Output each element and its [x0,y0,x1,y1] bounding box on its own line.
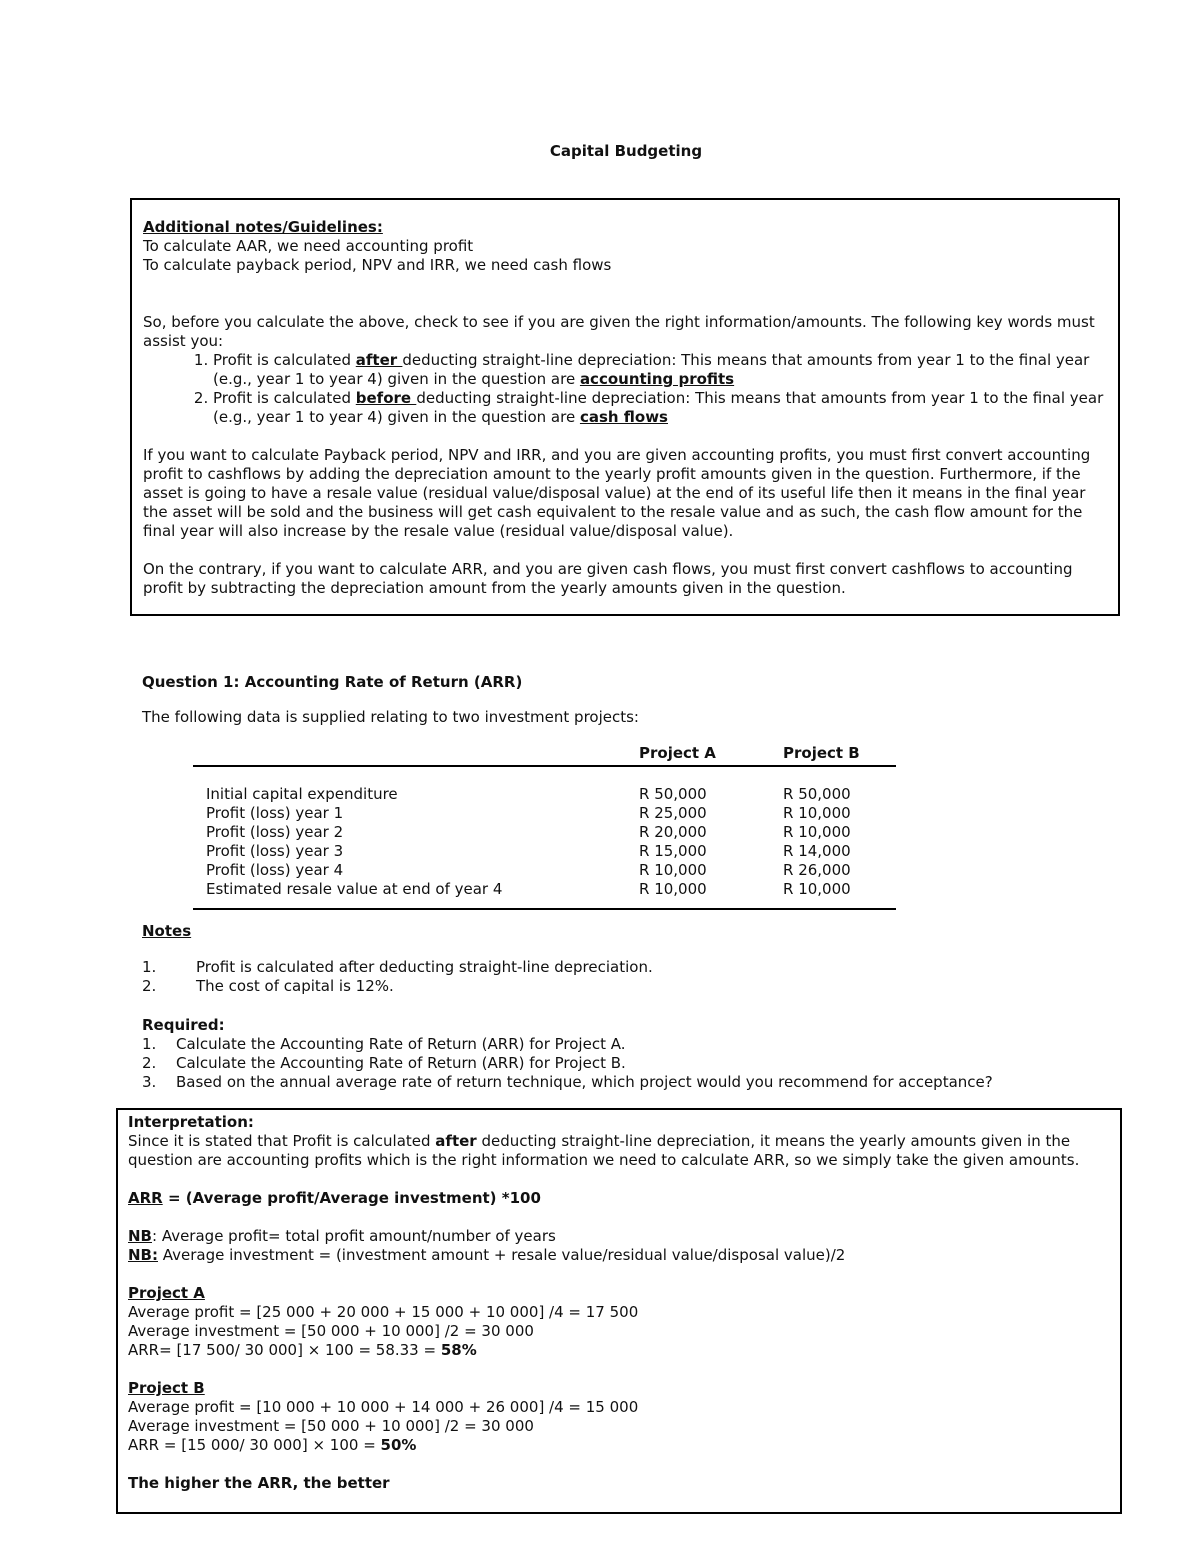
guidelines-paragraph-convert-cashflow: On the contrary, if you want to calculate ARR, and you are given cash flows, you must first convert cashflows to accounting profit by subtracting the depreciation amount from the yearly amounts given in the question. [143,560,1073,597]
row-label: Profit (loss) year 2 [206,823,344,841]
project-a-arr: ARR= [17 500/ 30 000] × 100 = 58.33 = 58% [128,1341,477,1359]
row-label: Initial capital expenditure [206,785,398,803]
project-a-value: R 10,000 [639,880,783,909]
guidelines-paragraph-convert-profit: If you want to calculate Payback period, NPV and IRR, and you are given accounting profits, you must first convert accounting profit to cashflows by adding the depreciation amount to the yearly profit amounts given in the question. Furthermore, if the asset is going to have a resale value (residual value/disposal value) at the end of its useful life then it means in the final year the asset will be sold and the business will get cash equivalent to the resale value and as such, the cash flow amount for the final year will also increase by the resale value (residual value/disposal value). [143,446,1091,540]
table-row [193,804,896,823]
list-item: 1. Calculate the Accounting Rate of Return (ARR) for Project A. [142,1035,626,1053]
row-label: Estimated resale value at end of year 4 [193,880,639,909]
guidelines-item-before: 2. Profit is calculated before deducting straight-line depreciation: This means that amounts from year 1 to the final year (e.g., year 1 to year 4) given in the question are cash flows [213,389,1108,427]
row-label: Profit (loss) year 1 [206,804,344,822]
project-b-value: R 50,000 [783,785,851,803]
project-a-average-profit: Average profit = [25 000 + 20 000 + 15 000 + 10 000] /4 = 17 500 [128,1303,639,1321]
interpretation-heading: Interpretation: [128,1113,254,1131]
table-row [193,842,896,861]
guidelines-box [130,198,1120,616]
project-a-value: R 20,000 [639,823,707,841]
guidelines-item-after: 1. Profit is calculated after deducting straight-line depreciation: This means that amounts from year 1 to the final year (e.g., year 1 to year 4) given in the question are accounting profits [213,351,1108,389]
project-a-value: R 10,000 [639,861,707,879]
row-label: Profit (loss) year 3 [206,842,344,860]
required-heading: Required: [142,1016,225,1034]
conclusion: The higher the ARR, the better [128,1474,390,1492]
interpretation-box [116,1108,1122,1514]
notes-list [142,958,653,996]
project-b-heading: Project B [128,1379,205,1397]
question-intro: The following data is supplied relating to two investment projects: [142,708,639,726]
project-b-value: R 14,000 [783,842,851,860]
guidelines-keyword-list [143,351,1108,427]
project-a-value: R 50,000 [639,785,707,803]
nb-average-profit: NB: Average profit= total profit amount/number of years [128,1227,556,1245]
notes-heading: Notes [142,922,192,940]
column-header-project-a: Project A [639,744,783,766]
guidelines-heading: Additional notes/Guidelines: [143,218,383,236]
required-list [142,1035,993,1092]
table-row [193,766,896,804]
project-b-arr-result: 50% [380,1436,417,1454]
guidelines-intro: So, before you calculate the above, check to see if you are given the right information/amounts. The following key words must assist you: [143,313,1095,350]
list-item: 2. The cost of capital is 12%. [142,977,394,995]
project-b-value: R 10,000 [783,804,851,822]
project-a-arr-result: 58% [440,1341,477,1359]
keyword-cash-flows: cash flows [579,408,668,426]
project-a-value: R 25,000 [639,804,707,822]
guidelines-line-cashflow: To calculate payback period, NPV and IRR, we need cash flows [143,256,612,274]
keyword-accounting-profits: accounting profits [579,370,735,388]
row-label: Profit (loss) year 4 [206,861,344,879]
interpretation-paragraph: Since it is stated that Profit is calculated after deducting straight-line depreciation, it means the yearly amounts given in the question are accounting profits which is the right information we need to calculate ARR, so we simply take the given amounts. [128,1132,1080,1169]
table-row [193,861,896,880]
project-b-value: R 10,000 [783,823,851,841]
keyword-after: after [435,1132,477,1150]
project-b-arr: ARR = [15 000/ 30 000] × 100 = 50% [128,1436,417,1454]
project-b-average-profit: Average profit = [10 000 + 10 000 + 14 000 + 26 000] /4 = 15 000 [128,1398,639,1416]
table-row [193,880,896,909]
list-item: 2. Calculate the Accounting Rate of Return (ARR) for Project B. [142,1054,626,1072]
list-item: 1. Profit is calculated after deducting straight-line depreciation. [142,958,653,976]
keyword-before: before [355,389,417,407]
project-b-average-investment: Average investment = [50 000 + 10 000] /2 = 30 000 [128,1417,534,1435]
column-header-project-b: Project B [783,744,896,766]
project-b-value: R 10,000 [783,880,896,909]
nb-average-investment: NB: Average investment = (investment amount + resale value/residual value/disposal value)/2 [128,1246,846,1264]
question-heading: Question 1: Accounting Rate of Return (ARR) [142,673,523,691]
page-title: Capital Budgeting [549,142,703,160]
arr-formula: ARR = (Average profit/Average investment) *100 [128,1189,541,1207]
list-item: 3. Based on the annual average rate of return technique, which project would you recommend for acceptance? [142,1073,993,1091]
project-b-value: R 26,000 [783,861,851,879]
table-row [193,823,896,842]
project-a-average-investment: Average investment = [50 000 + 10 000] /2 = 30 000 [128,1322,534,1340]
project-a-value: R 15,000 [639,842,707,860]
project-data-table [193,744,896,910]
guidelines-line-aar: To calculate AAR, we need accounting profit [143,237,474,255]
keyword-after: after [355,351,403,369]
project-a-heading: Project A [128,1284,205,1302]
